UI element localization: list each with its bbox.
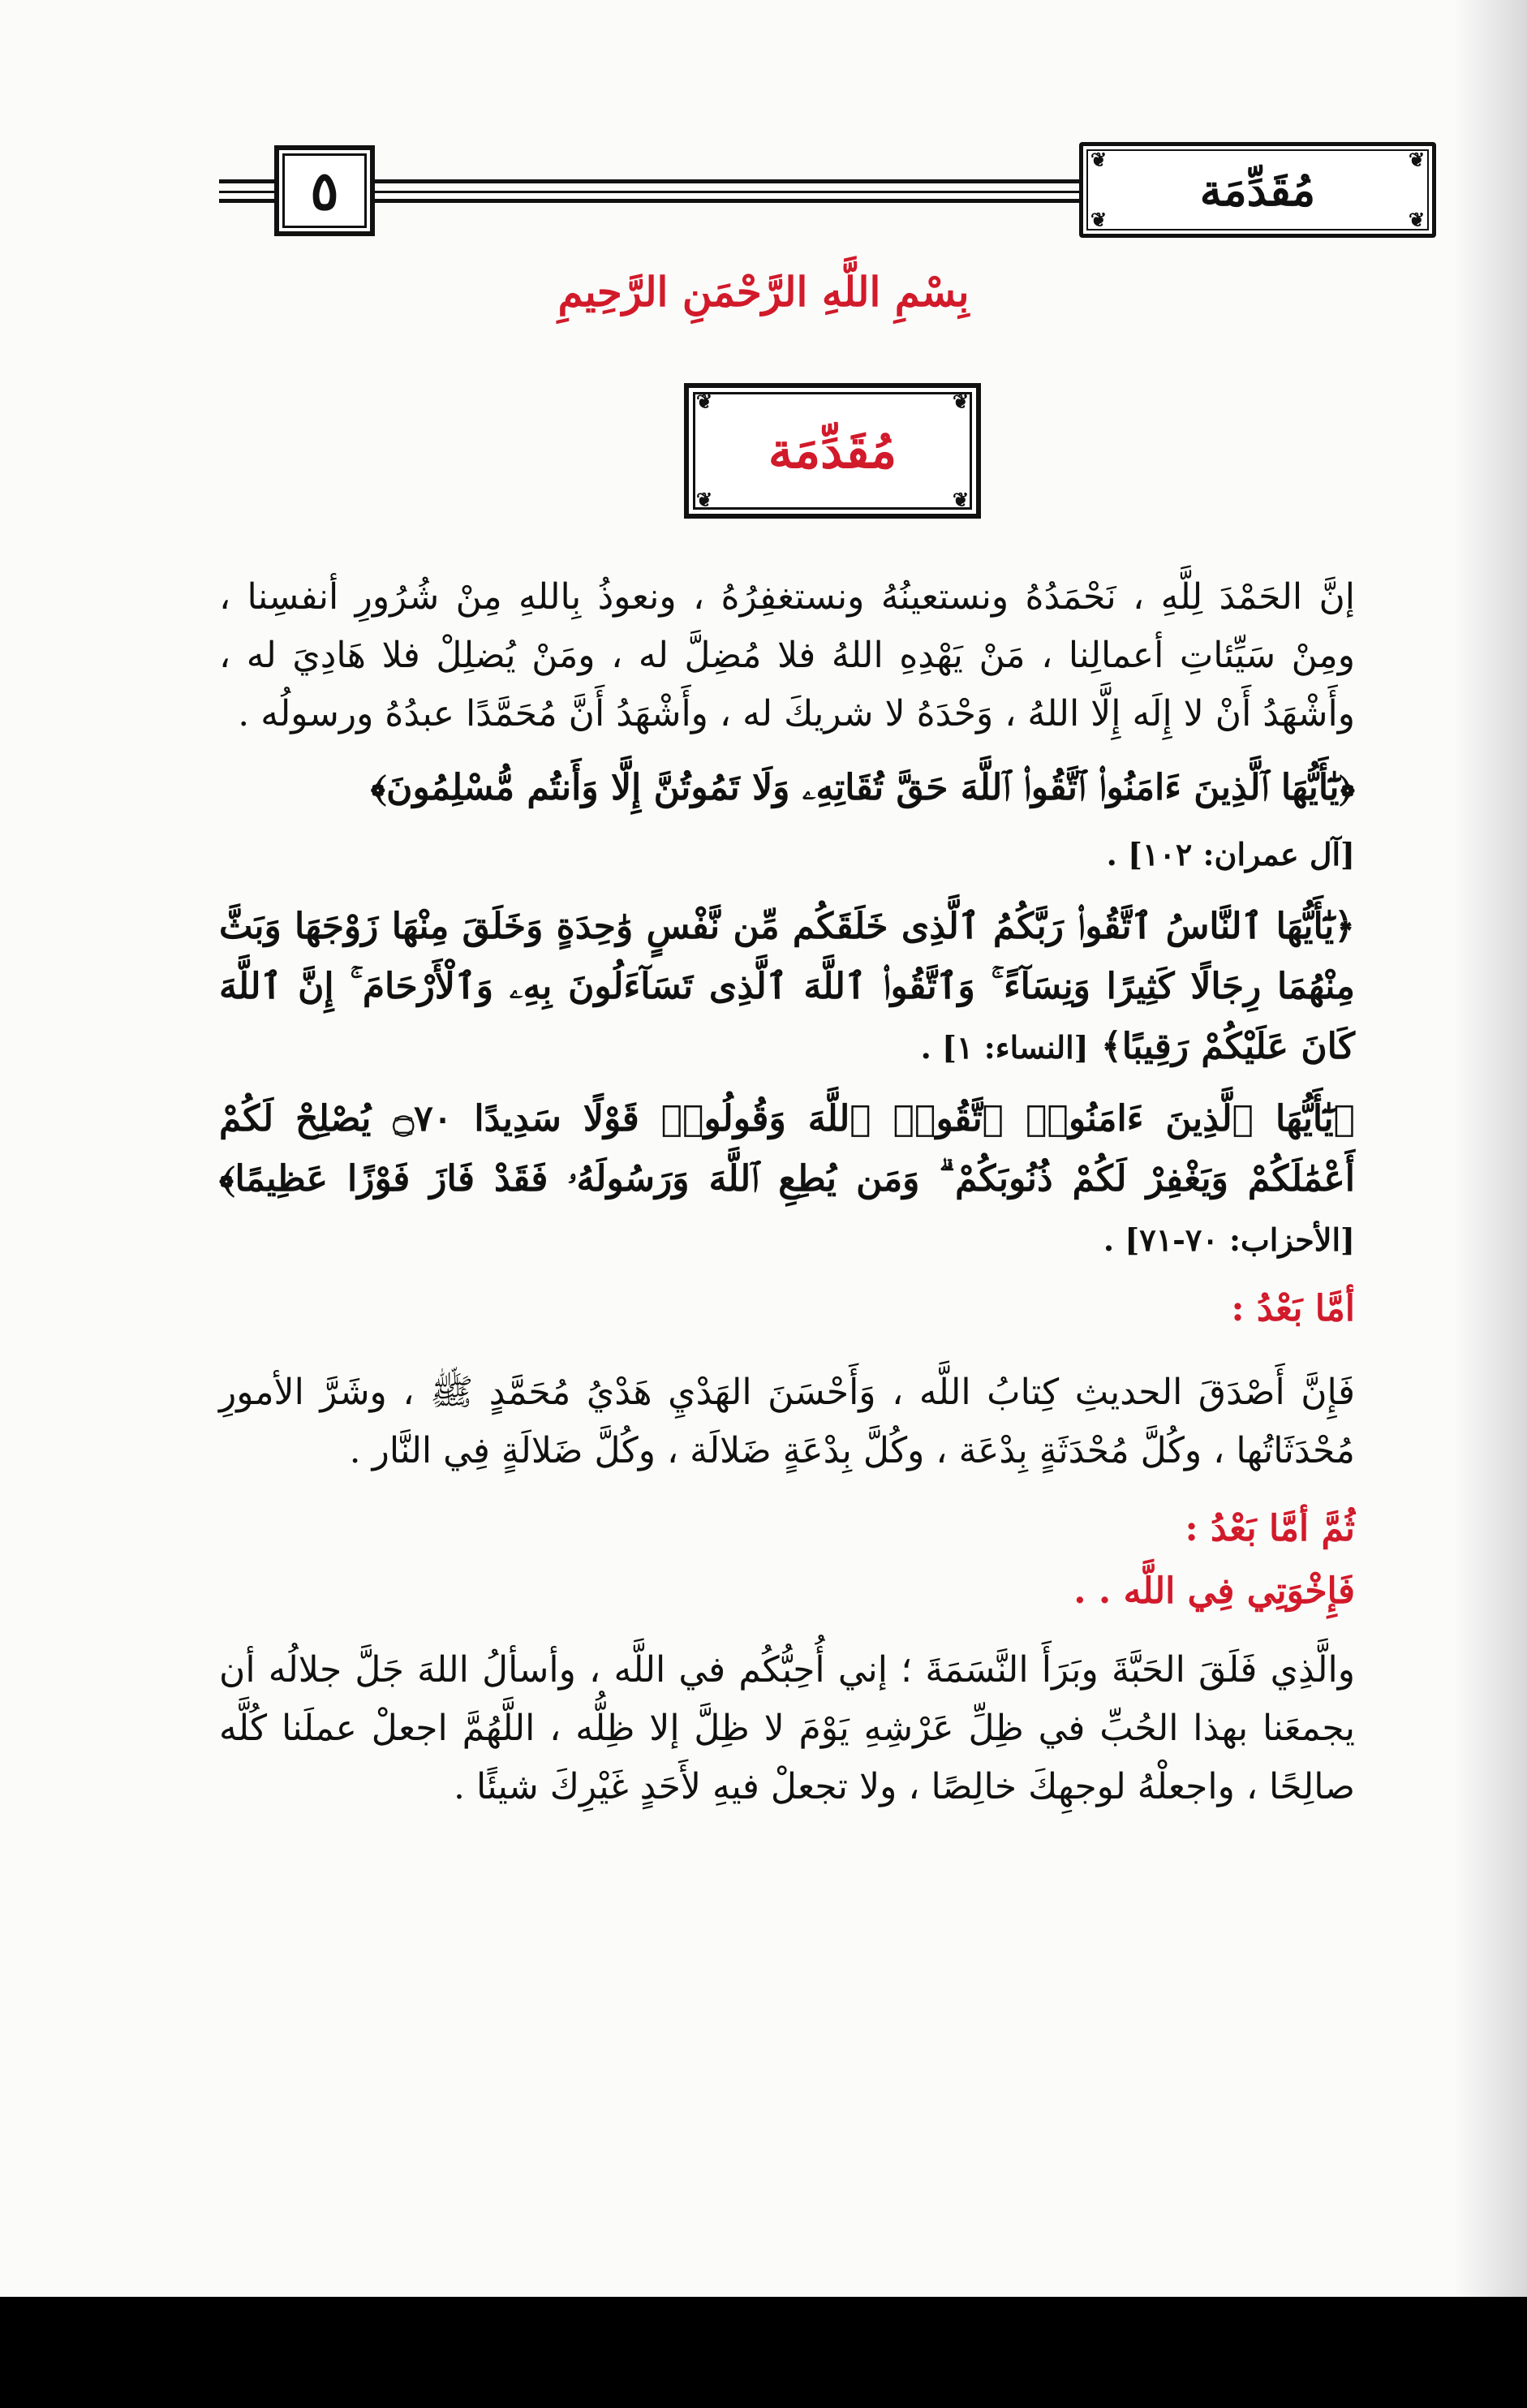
ornament-icon: ❦ [1090,148,1108,171]
ornament-icon: ❦ [695,488,713,511]
scan-bottom-border [0,2297,1527,2408]
chapter-tag [1079,142,1436,238]
closing-paragraph: والَّذِي فَلَقَ الحَبَّةَ وبَرَأَ النَّسَمَةَ ؛ إني أُحِبُّكُم في اللَّه ، وأسألُ اللهَ جَلَّ جلالُه أن يجمعَنا بهذا الحُبِّ في ظِلِّ عَرْشِهِ يَوْمَ لا ظِلَّ إلا ظِلُّه ، اللَّهُمَّ اجعلْ عملَنا كُلَّه صالِحًا ، واجعلْهُ لوجهِكَ خالِصًا ، ولا تجعلْ فيهِ لأَحَدٍ غَيْرِكَ شيئًا . [219,1649,1355,1807]
verse-1-reference: [آل عمران: ١٠٢] . [1106,836,1355,872]
quran-verse-1: ﴿يَٰٓأَيُّهَا ٱلَّذِينَ ءَامَنُوا۟ ٱتَّقُوا۟ ٱللَّهَ حَقَّ تُقَاتِهِۦ وَلَا تَمُوتُنَّ إِلَّا وَأَنتُم مُّسْلِمُونَ﴾ [370,767,1355,808]
verse-2-reference: [النساء: ١] . [920,1029,1089,1066]
ornament-icon: ❦ [952,488,970,511]
chapter-tag-label: مُقَدِّمَة [1199,164,1316,216]
opening-paragraph: إنَّ الحَمْدَ لِلَّهِ ، نَحْمَدُهُ ونستعينُهُ ونستغفِرُهُ ، ونعوذُ بِاللهِ مِنْ شُرُورِ أنفسِنا ، ومِنْ سَيِّئاتِ أعمالِنا ، مَنْ يَهْدِهِ اللهُ فلا مُضِلَّ له ، ومَنْ يُضلِلْ فلا هَادِيَ له ، وأَشْهَدُ أَنْ لا إِلَه إِلَّا اللهُ ، وَحْدَهُ لا شريكَ له ، وأَشْهَدُ أَنَّ مُحَمَّدًا عبدُهُ ورسولُه . [219,576,1355,734]
page-number: ٥ [274,145,375,236]
paragraph-hadith: فَإِنَّ أَصْدَقَ الحديثِ كِتابُ اللَّه ، وَأَحْسَنَ الهَدْيِ هَدْيُ مُحَمَّدٍ ﷺ ، وشَرَّ الأمورِ مُحْدَثَاتُها ، وكُلَّ مُحْدَثَةٍ بِدْعَة ، وكُلَّ بِدْعَةٍ ضَلالَة ، وكُلَّ ضَلالَةٍ فِي النَّار . [219,1372,1355,1471]
heading-thumma-amma-bad: ثُمَّ أمَّا بَعْدُ : [1185,1508,1355,1549]
section-title: مُقَدِّمَة [768,422,897,480]
ornament-icon: ❦ [695,390,713,413]
page-header [219,142,1426,239]
quran-verse-3 [219,1089,1355,1270]
section-title-box [684,383,981,519]
ornament-icon: ❦ [1408,148,1426,171]
heading-amma-bad: أمَّا بَعْدُ : [1231,1288,1355,1329]
ornament-icon: ❦ [1408,208,1426,231]
verse-3-reference: [الأحزاب: ٧٠-٧١] . [1103,1221,1355,1258]
page-edge-shadow [1454,0,1527,2297]
heading-brothers: فَإِخْوَتِي فِي اللَّه . . [1073,1570,1355,1612]
quran-verse-2-text: ﴿يَٰٓأَيُّهَا ٱلنَّاسُ ٱتَّقُوا۟ رَبَّكُمُ ٱلَّذِى خَلَقَكُم مِّن نَّفْسٍ وَٰحِدَةٍ وَخَلَقَ مِنْهَا زَوْجَهَا وَبَثَّ مِنْهُمَا رِجَالًا كَثِيرًا وَنِسَآءً ۚ وَٱتَّقُوا۟ ٱللَّهَ ٱلَّذِى تَسَآءَلُونَ بِهِۦ وَٱلْأَرْحَامَ ۚ إِنَّ ٱللَّهَ كَانَ عَلَيْكُمْ رَقِيبًا﴾ [219,906,1355,1067]
ornament-icon: ❦ [1090,208,1108,231]
main-text [219,568,1355,1816]
basmala: بِسْمِ اللَّهِ الرَّحْمَنِ الرَّحِيمِ [557,268,970,316]
quran-verse-3-text: ﴿يَٰٓأَيُّهَا ٱلَّذِينَ ءَامَنُوا۟ ٱتَّقُوا۟ ٱللَّهَ وَقُولُوا۟ قَوْلًا سَدِيدًا ۝٧٠ يُصْلِحْ لَكُمْ أَعْمَٰلَكُمْ وَيَغْفِرْ لَكُمْ ذُنُوبَكُمْ ۗ وَمَن يُطِعِ ٱللَّهَ وَرَسُولَهُۥ فَقَدْ فَازَ فَوْزًا عَظِيمًا﴾ [219,1098,1355,1200]
quran-verse-2 [219,897,1355,1078]
ornament-icon: ❦ [952,390,970,413]
